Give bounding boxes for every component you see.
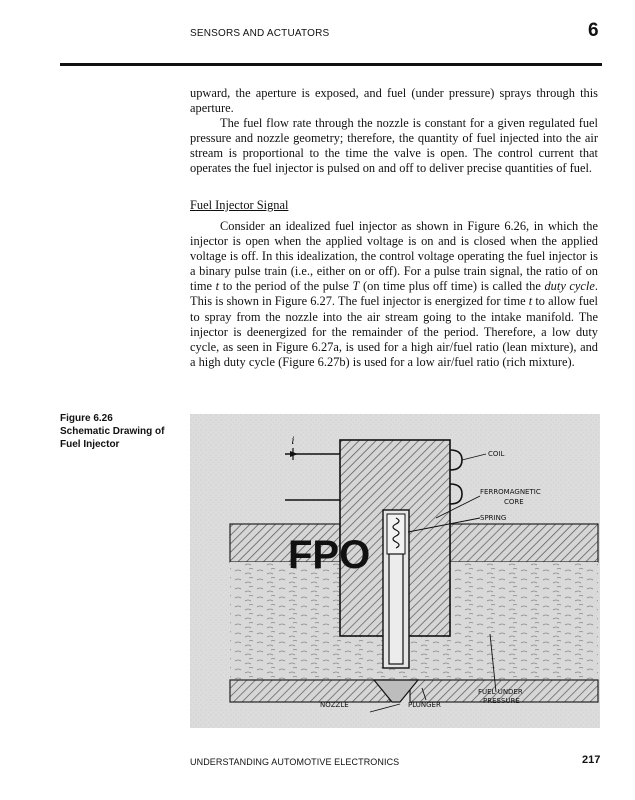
figure-caption — [60, 412, 185, 451]
running-footer: UNDERSTANDING AUTOMOTIVE ELECTRONICS — [190, 757, 400, 767]
running-header: SENSORS AND ACTUATORS — [190, 28, 330, 39]
variable-t: t — [528, 294, 533, 309]
fuel-injector-drawing — [190, 414, 600, 728]
text-run: (on time plus off time) is called the — [359, 279, 545, 294]
figure-title-line2: Fuel Injector — [60, 439, 120, 450]
text-run: . This is shown in Figure 6.27. The fuel injector is energized for time — [190, 279, 598, 309]
label-core-line1: FERROMAGNETIC — [480, 488, 541, 496]
fpo-placeholder: FPO — [288, 533, 371, 577]
chapter-number: 6 — [588, 20, 599, 41]
lower-wall-left — [230, 680, 390, 702]
label-core-line2: CORE — [504, 498, 524, 506]
variable-t: t — [215, 279, 220, 294]
plunger — [389, 554, 403, 664]
paragraph-injector-signal — [190, 219, 598, 370]
paragraph-continued: upward, the aperture is exposed, and fuel (under pressure) sprays through this aperture. — [190, 86, 598, 116]
body-text-top — [190, 86, 598, 177]
label-fuel-line1: FUEL UNDER — [478, 688, 523, 696]
variable-T: T — [352, 279, 360, 294]
figure-title-line1: Schematic Drawing of — [60, 426, 165, 437]
label-spring: SPRING — [480, 514, 507, 522]
upper-wall-right — [450, 524, 598, 562]
page-number: 217 — [582, 754, 601, 766]
label-fuel-line2: PRESSURE — [483, 697, 520, 705]
label-coil: COIL — [488, 450, 505, 458]
label-nozzle: NOZZLE — [320, 701, 349, 709]
section-heading: Fuel Injector Signal — [190, 198, 289, 212]
paragraph-fuel-flow: The fuel flow rate through the nozzle is constant for a given regulated fuel pressure and nozzle geometry; therefore, the quantity of fuel injected into the air stream is proportional to the time the valve is open. The control current that operates the fuel injector is pulsed on and off to deliver precise quantities of fuel. — [190, 116, 598, 176]
current-label: i — [291, 436, 295, 447]
figure-number: Figure 6.26 — [60, 413, 113, 424]
text-run: to the period of the pulse — [219, 279, 353, 294]
text-run: to allow fuel to spray from the nozzle into the air stream going to the intake manifold. The injector is deenergized for the remainder of the period. Therefore, a low duty cycle, as seen in Figure 6.27a, is used for a high air/fuel ratio (lean mixture), and a high duty cycle (Figure 6.27b) is used for a low air/fuel ratio (rich mixture). — [190, 294, 598, 369]
body-text-signal — [190, 219, 598, 370]
label-plunger: PLUNGER — [408, 701, 441, 709]
text-run: Consider an idealized fuel injector as shown in Figure 6.26, in which the injector is open when the applied voltage is on and is closed when the applied voltage is off. In this idealization, the control voltage operating the fuel injector is a binary pulse train (i.e., either on or off). For a pulse train signal, the ratio of on time — [190, 219, 598, 294]
header-rule — [60, 63, 602, 66]
term-duty-cycle: duty cycle — [544, 279, 595, 294]
fuel-injector-figure — [190, 414, 600, 728]
